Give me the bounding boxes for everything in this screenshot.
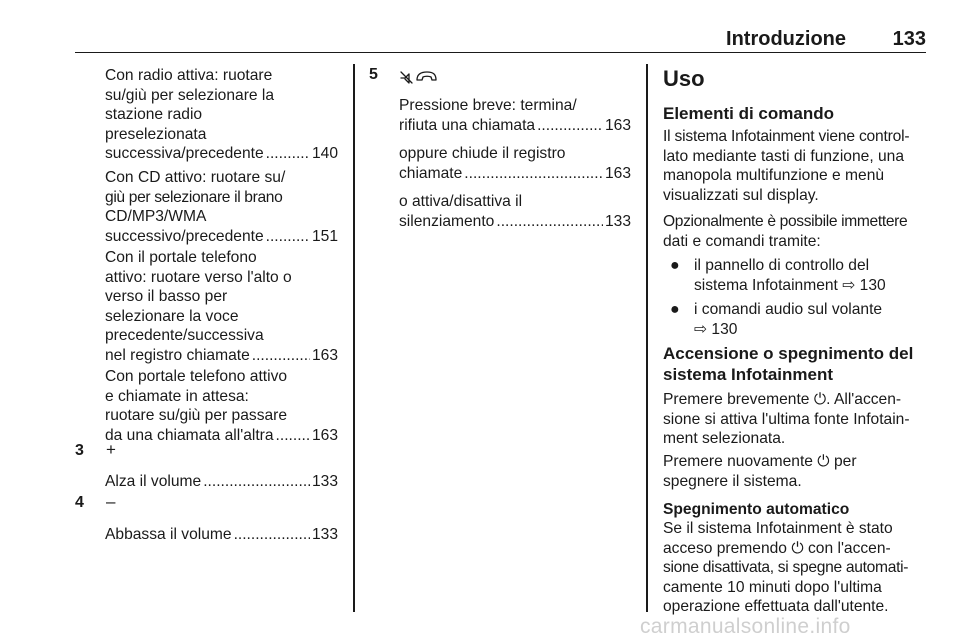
page-reference[interactable] (399, 164, 631, 184)
text-line: preselezionata (105, 125, 207, 143)
watermark: carmanualsonline.info (640, 615, 851, 638)
list-item-text (694, 256, 886, 295)
subsection-heading: Elementi di comando (663, 104, 834, 123)
entry-text: successivo/precedente (105, 227, 264, 245)
entry-call-waiting (105, 367, 338, 445)
text-line: oppure chiude il registro (399, 145, 566, 162)
text-line: il pannello di controllo del (694, 257, 870, 274)
bullet-icon: ● (670, 301, 680, 318)
column-2 (399, 96, 631, 266)
text-line: verso il basso per (105, 288, 228, 306)
subsection-heading: Spegnimento automatico (663, 501, 850, 518)
text-line (694, 276, 886, 296)
volume-up-icon: + (106, 440, 116, 459)
leader-dots (276, 426, 310, 446)
page-ref-number: 133 (311, 526, 338, 543)
text-line: Il sistema Infotainment viene control- (663, 128, 910, 145)
power-icon: ⏻ (813, 391, 827, 408)
text-line: i comandi audio sul volante (694, 301, 883, 318)
page-reference[interactable] (105, 144, 338, 164)
text-line: sione disattivata, si spegne automati- (663, 559, 909, 577)
text-line (694, 320, 882, 340)
paragraph-3 (663, 390, 928, 449)
section-title: Introduzione (726, 28, 846, 50)
entry-volume-up (105, 472, 338, 492)
paragraph-5 (663, 519, 928, 617)
entry-mute (399, 192, 631, 231)
page-reference[interactable] (105, 525, 338, 545)
page-ref-arrow-icon: ⇨ (694, 320, 708, 338)
paragraph-2 (663, 212, 928, 251)
key-number-3: 3 (75, 442, 84, 459)
column-divider-1 (353, 64, 355, 612)
text-span: sistema Infotainment (694, 276, 838, 294)
page-ref-number[interactable]: 130 (711, 320, 738, 338)
page-ref-number: 133 (311, 473, 338, 490)
page-reference[interactable] (105, 227, 338, 247)
entry-text: silenziamento (399, 212, 495, 230)
paragraph-1 (663, 127, 928, 205)
leader-dots (252, 346, 310, 366)
page-ref-number: 163 (311, 426, 338, 444)
text-line: stazione radio (105, 106, 203, 124)
leader-dots (496, 212, 603, 232)
page-ref-number: 151 (311, 227, 338, 245)
list-item-text (694, 300, 882, 339)
list-item (670, 300, 920, 340)
column-divider-2 (646, 64, 648, 612)
page-ref-number: 163 (604, 116, 631, 134)
text-line: Con CD attivo: ruotare su/ (105, 169, 286, 186)
page-reference[interactable] (105, 346, 338, 366)
entry-cd (105, 168, 338, 246)
text-span: acceso premendo (663, 539, 787, 557)
page-ref-number: 140 (311, 145, 338, 163)
page-ref-number: 163 (311, 346, 338, 364)
text-line: sione si attiva l'ultima fonte Infotain- (663, 410, 910, 428)
text-span: . All'accen- (826, 391, 902, 408)
section-heading: Uso (663, 66, 705, 91)
text-line: ment selezionata. (663, 430, 786, 448)
entry-radio (105, 66, 338, 164)
text-line: precedente/successiva (105, 327, 264, 345)
volume-down-icon: – (106, 492, 116, 511)
text-line (663, 539, 928, 559)
heading-line: sistema Infotainment (663, 365, 834, 384)
page-reference[interactable] (399, 212, 631, 232)
text-line: ruotare su/giù per passare (105, 407, 288, 425)
text-line: selezionare la voce (105, 307, 239, 325)
entry-text: chiamate (399, 164, 463, 182)
text-line: lato mediante tasti di funzione, una (663, 147, 904, 165)
entry-text: rifiuta una chiamata (399, 116, 536, 134)
page-ref-arrow-icon: ⇨ (842, 276, 856, 294)
text-span: Premere brevemente (663, 391, 810, 408)
entry-text: da una chiamata all'altra (105, 426, 274, 444)
text-line: Con portale telefono attivo (105, 368, 288, 385)
text-line: Pressione breve: termina/ (399, 97, 577, 114)
entry-text: nel registro chiamate (105, 346, 250, 364)
text-line: camente 10 minuti dopo l'ultima (663, 578, 882, 596)
page-reference[interactable] (399, 116, 631, 136)
leader-dots (464, 164, 603, 184)
mute-hangup-icon (399, 67, 439, 85)
paragraph-4 (663, 452, 928, 491)
entry-phone (105, 248, 338, 366)
page-reference[interactable] (105, 472, 338, 492)
text-line: Con il portale telefono (105, 249, 257, 266)
text-line: Con radio attiva: ruotare (105, 67, 273, 84)
text-line (663, 390, 928, 410)
text-line: dati e comandi tramite: (663, 232, 821, 250)
page-reference[interactable] (105, 426, 338, 446)
entry-text: successiva/precedente (105, 145, 264, 163)
key-number-4: 4 (75, 494, 84, 511)
text-line: CD/MP3/WMA (105, 208, 207, 226)
power-icon: ⏻ (791, 539, 804, 557)
list-item (670, 256, 920, 296)
text-line: e chiamate in attesa: (105, 387, 249, 405)
text-span: per (833, 453, 857, 470)
bullet-icon: ● (670, 257, 680, 274)
page-ref-number: 163 (604, 164, 631, 182)
text-span: con l'accen- (808, 539, 891, 557)
subsection-heading (663, 343, 913, 385)
leader-dots (203, 472, 310, 492)
entry-text: Alza il volume (105, 473, 202, 490)
page-ref-number[interactable]: 130 (859, 276, 886, 294)
text-line: o attiva/disattiva il (399, 193, 523, 210)
text-span: Premere nuovamente (663, 453, 813, 470)
page-header (75, 26, 926, 53)
text-line: Se il sistema Infotainment è stato (663, 520, 893, 537)
leader-dots (234, 525, 310, 545)
text-line: manopola multifunzione e menù (663, 167, 885, 185)
text-line: Opzionalmente è possibile immettere (663, 213, 908, 230)
text-line: su/giù per selezionare la (105, 86, 275, 104)
text-line: giù per selezionare il brano (105, 188, 283, 206)
text-line (663, 452, 928, 472)
leader-dots (266, 227, 310, 247)
leader-dots (537, 116, 603, 136)
text-line: attivo: ruotare verso l'alto o (105, 268, 292, 286)
page-ref-number: 133 (604, 212, 631, 230)
text-line: spegnere il sistema. (663, 472, 802, 490)
entry-text: Abbassa il volume (105, 526, 232, 543)
entry-end-call (399, 96, 631, 135)
entry-close-log (399, 144, 631, 183)
power-icon: ⏻ (817, 453, 830, 470)
leader-dots (266, 144, 310, 164)
text-line: operazione effettuata dall'utente. (663, 598, 889, 616)
key-number-5: 5 (369, 66, 378, 83)
entry-volume-down (105, 525, 338, 545)
heading-line: Accensione o spegnimento del (663, 344, 914, 363)
text-line: visualizzati sul display. (663, 186, 819, 204)
page-number: 133 (892, 28, 926, 50)
